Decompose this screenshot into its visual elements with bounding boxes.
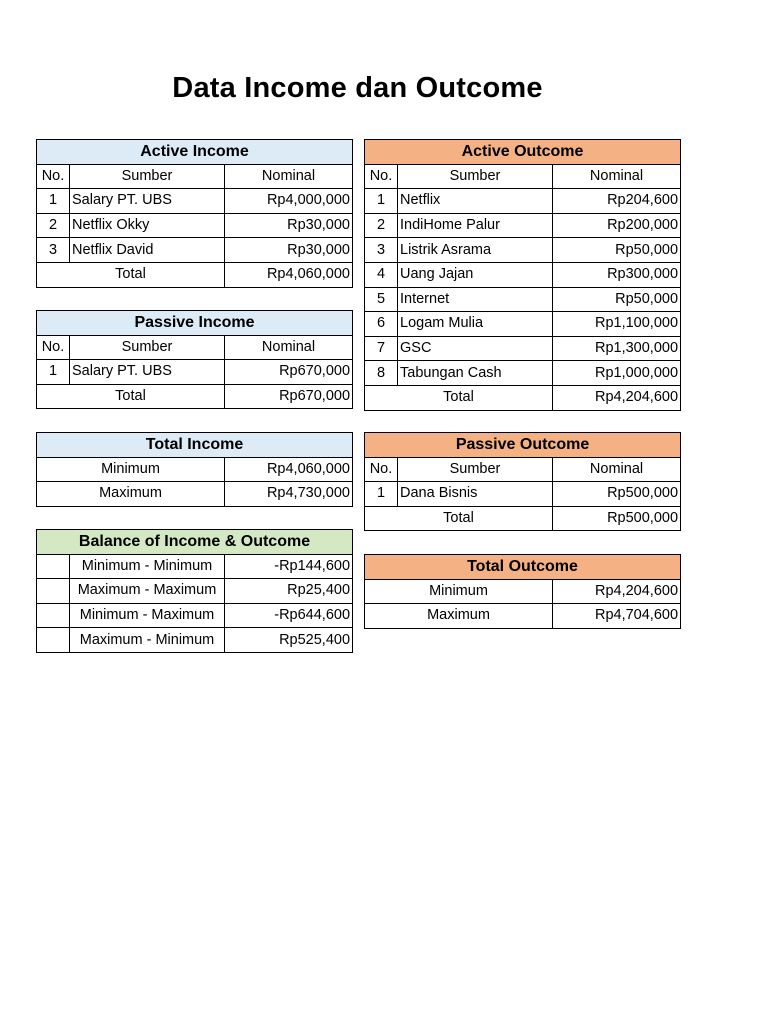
passive-income-table	[36, 310, 353, 409]
column-header-no: No.	[365, 457, 398, 482]
passive-income-heading: Passive Income	[37, 311, 353, 336]
row-nominal: Rp1,000,000	[553, 361, 681, 386]
row-no: 5	[365, 287, 398, 312]
total-value: Rp4,204,600	[553, 385, 681, 410]
table-row	[37, 554, 353, 579]
total-value: Rp4,060,000	[225, 262, 353, 287]
row-source: Netflix Okky	[70, 213, 225, 238]
row-label: Maximum - Maximum	[70, 579, 225, 604]
row-value: Rp25,400	[225, 579, 353, 604]
page-title: Data Income dan Outcome	[172, 72, 543, 104]
table-row	[37, 579, 353, 604]
total-outcome-table	[364, 554, 681, 629]
row-source: Internet	[398, 287, 553, 312]
row-no: 1	[365, 482, 398, 507]
empty-cell	[37, 603, 70, 628]
total-row	[365, 506, 681, 531]
table-row	[37, 482, 353, 507]
row-nominal: Rp670,000	[225, 360, 353, 385]
row-label: Maximum	[37, 482, 225, 507]
row-label: Minimum	[365, 579, 553, 604]
column-header-no: No.	[37, 164, 70, 189]
column-header-nominal: Nominal	[553, 457, 681, 482]
row-no: 1	[365, 189, 398, 214]
table-row	[365, 262, 681, 287]
total-income-heading: Total Income	[37, 433, 353, 458]
row-nominal: Rp50,000	[553, 238, 681, 263]
passive-outcome-table	[364, 432, 681, 531]
table-row	[365, 312, 681, 337]
row-value: Rp4,730,000	[225, 482, 353, 507]
row-nominal: Rp204,600	[553, 189, 681, 214]
total-label: Total	[37, 384, 225, 409]
column-header-nominal: Nominal	[225, 164, 353, 189]
column-header-no: No.	[37, 335, 70, 360]
row-no: 3	[365, 238, 398, 263]
row-source: Tabungan Cash	[398, 361, 553, 386]
row-value: -Rp144,600	[225, 554, 353, 579]
empty-cell	[37, 554, 70, 579]
balance-table	[36, 529, 353, 653]
balance-heading: Balance of Income & Outcome	[37, 530, 353, 555]
total-label: Total	[37, 262, 225, 287]
row-label: Maximum - Minimum	[70, 628, 225, 653]
row-label: Maximum	[365, 604, 553, 629]
table-row	[365, 213, 681, 238]
row-nominal: Rp300,000	[553, 262, 681, 287]
row-no: 1	[37, 360, 70, 385]
total-label: Total	[365, 506, 553, 531]
total-value: Rp500,000	[553, 506, 681, 531]
passive-outcome-heading: Passive Outcome	[365, 433, 681, 458]
table-row	[37, 457, 353, 482]
column-header-source: Sumber	[70, 164, 225, 189]
active-outcome-table	[364, 139, 681, 411]
row-nominal: Rp50,000	[553, 287, 681, 312]
row-no: 4	[365, 262, 398, 287]
column-header-no: No.	[365, 164, 398, 189]
total-row	[37, 384, 353, 409]
row-nominal: Rp1,300,000	[553, 336, 681, 361]
active-outcome-heading: Active Outcome	[365, 140, 681, 165]
row-no: 7	[365, 336, 398, 361]
row-label: Minimum	[37, 457, 225, 482]
row-nominal: Rp200,000	[553, 213, 681, 238]
total-label: Total	[365, 385, 553, 410]
row-value: Rp4,204,600	[553, 579, 681, 604]
row-label: Minimum - Minimum	[70, 554, 225, 579]
table-row	[365, 287, 681, 312]
row-value: Rp4,704,600	[553, 604, 681, 629]
table-row	[365, 604, 681, 629]
table-row	[365, 361, 681, 386]
row-nominal: Rp1,100,000	[553, 312, 681, 337]
table-row	[365, 189, 681, 214]
empty-cell	[37, 579, 70, 604]
row-source: Listrik Asrama	[398, 238, 553, 263]
column-header-source: Sumber	[398, 164, 553, 189]
row-label: Minimum - Maximum	[70, 603, 225, 628]
active-income-heading: Active Income	[37, 140, 353, 165]
table-row	[37, 213, 353, 238]
table-row	[365, 336, 681, 361]
row-value: Rp4,060,000	[225, 457, 353, 482]
column-header-source: Sumber	[70, 335, 225, 360]
row-source: Dana Bisnis	[398, 482, 553, 507]
row-no: 3	[37, 238, 70, 263]
row-source: Salary PT. UBS	[70, 189, 225, 214]
total-outcome-heading: Total Outcome	[365, 555, 681, 580]
table-row	[365, 238, 681, 263]
row-nominal: Rp30,000	[225, 238, 353, 263]
total-row	[365, 385, 681, 410]
table-row	[37, 189, 353, 214]
row-source: Salary PT. UBS	[70, 360, 225, 385]
row-source: Uang Jajan	[398, 262, 553, 287]
row-value: Rp525,400	[225, 628, 353, 653]
row-no: 2	[37, 213, 70, 238]
table-row	[37, 238, 353, 263]
row-no: 1	[37, 189, 70, 214]
table-row	[37, 628, 353, 653]
row-no: 8	[365, 361, 398, 386]
row-nominal: Rp30,000	[225, 213, 353, 238]
table-row	[37, 603, 353, 628]
column-header-nominal: Nominal	[553, 164, 681, 189]
row-value: -Rp644,600	[225, 603, 353, 628]
row-nominal: Rp4,000,000	[225, 189, 353, 214]
row-source: GSC	[398, 336, 553, 361]
column-header-nominal: Nominal	[225, 335, 353, 360]
empty-cell	[37, 628, 70, 653]
table-row	[365, 579, 681, 604]
total-row	[37, 262, 353, 287]
row-source: Logam Mulia	[398, 312, 553, 337]
table-row	[365, 482, 681, 507]
column-header-source: Sumber	[398, 457, 553, 482]
row-nominal: Rp500,000	[553, 482, 681, 507]
row-no: 2	[365, 213, 398, 238]
table-row	[37, 360, 353, 385]
row-no: 6	[365, 312, 398, 337]
row-source: Netflix	[398, 189, 553, 214]
active-income-table	[36, 139, 353, 288]
total-income-table	[36, 432, 353, 507]
row-source: Netflix David	[70, 238, 225, 263]
total-value: Rp670,000	[225, 384, 353, 409]
row-source: IndiHome Palur	[398, 213, 553, 238]
